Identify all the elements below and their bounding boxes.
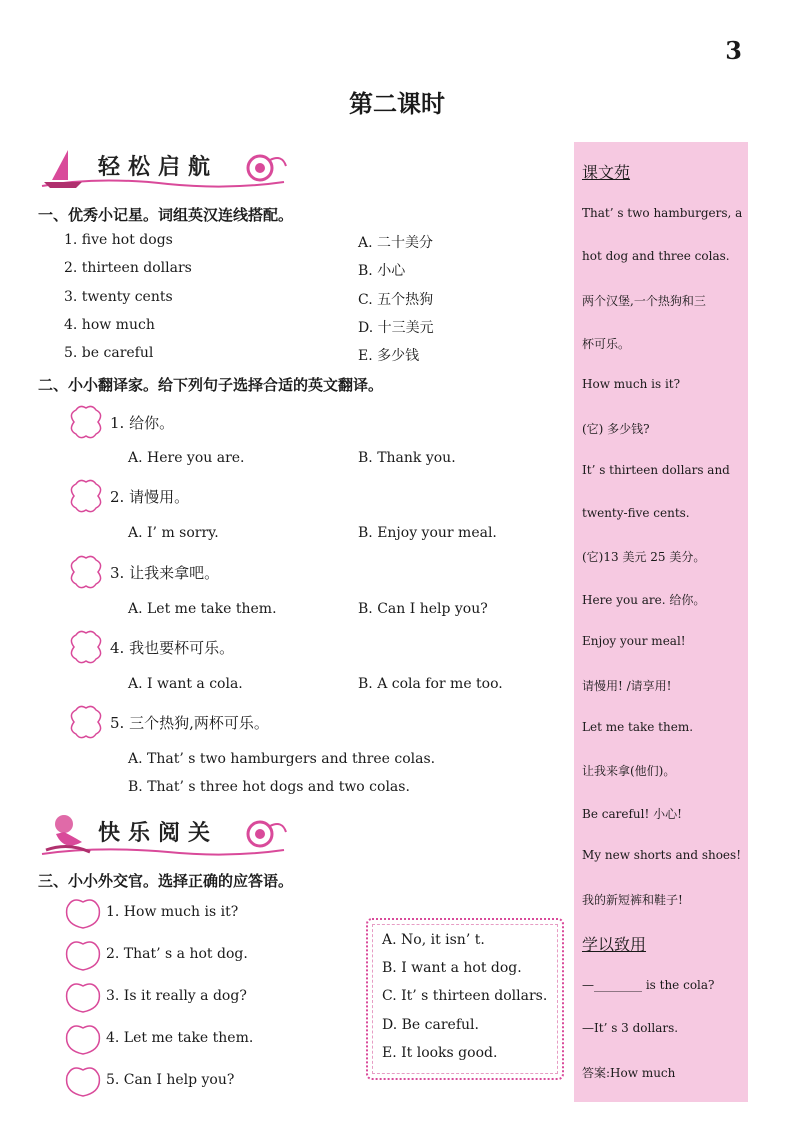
option-b: B. A cola for me too. (358, 676, 503, 692)
sidebar-line: Let me take them. (582, 720, 694, 734)
section2-heading: 二、小小翻译家。给下列句子选择合适的英文翻译。 (38, 376, 384, 394)
sidebar-line: (它)13 美元 25 美分。 (582, 550, 706, 564)
section3-heading: 三、小小外交官。选择正确的应答语。 (38, 872, 294, 890)
page-number: 3 (725, 36, 742, 65)
banner-text: 轻松启航 (98, 155, 219, 180)
sidebar-line: Be careful! 小心! (582, 807, 682, 821)
sidebar-line: Enjoy your meal! (582, 634, 686, 648)
question-text: 1. 给你。 (110, 414, 175, 432)
banner-easy-start (38, 146, 288, 192)
answer-option: E. It looks good. (382, 1045, 498, 1061)
answer-option: D. Be careful. (382, 1017, 479, 1033)
option-b: B. Can I help you? (358, 601, 488, 617)
flower-frame-icon (66, 404, 106, 440)
match-left-item: 5. be careful (64, 345, 154, 361)
answer-option: C. It’ s thirteen dollars. (382, 988, 548, 1004)
reply-question: 4. Let me take them. (106, 1030, 254, 1046)
sidebar-line: 杯可乐。 (582, 337, 631, 351)
flower-frame-icon (66, 629, 106, 665)
match-right-item: C. 五个热狗 (358, 292, 434, 308)
reply-question: 5. Can I help you? (106, 1072, 235, 1088)
flower-frame-icon (66, 554, 106, 590)
question-text: 3. 让我来拿吧。 (110, 564, 220, 582)
match-right-item: E. 多少钱 (358, 348, 420, 364)
match-left-item: 2. thirteen dollars (64, 260, 192, 276)
option-a: A. That’ s two hamburgers and three colas. (128, 751, 436, 767)
banner-text: 快乐阅关 (98, 821, 219, 846)
peach-frame-icon (64, 1022, 102, 1056)
sidebar-line: (它) 多少钱? (582, 422, 650, 436)
answer-options-box (366, 918, 564, 1080)
sidebar-line: My new shorts and shoes! (582, 848, 742, 862)
sidebar-line: Here you are. 给你。 (582, 593, 706, 607)
sidebar-line: 请慢用! /请享用! (582, 679, 672, 693)
option-b: B. Thank you. (358, 450, 456, 466)
question-text: 5. 三个热狗,两杯可乐。 (110, 714, 269, 732)
match-left-item: 4. how much (64, 317, 155, 333)
answer-option: A. No, it isn’ t. (382, 932, 485, 948)
option-a: A. I want a cola. (128, 676, 243, 692)
reply-question: 2. That’ s a hot dog. (106, 946, 248, 962)
question-text: 4. 我也要杯可乐。 (110, 639, 235, 657)
sidebar-line: 我的新短裤和鞋子! (582, 893, 683, 907)
page-title: 第二课时 (349, 90, 445, 118)
section1-heading: 一、优秀小记星。词组英汉连线搭配。 (38, 206, 294, 224)
sidebar-line: 两个汉堡,一个热狗和三 (582, 294, 706, 308)
option-a: A. I’ m sorry. (128, 525, 219, 541)
reply-question: 1. How much is it? (106, 904, 239, 920)
sidebar-exercise-question: —________ is the cola? (582, 978, 715, 992)
match-left-item: 3. twenty cents (64, 289, 173, 305)
match-right-item: A. 二十美分 (358, 235, 434, 251)
banner-happy-reading (38, 812, 288, 858)
sidebar-exercise-answer: —It’ s 3 dollars. (582, 1021, 679, 1035)
peach-frame-icon (64, 1064, 102, 1098)
sidebar-line: How much is it? (582, 377, 681, 391)
flower-frame-icon (66, 704, 106, 740)
flower-frame-icon (66, 478, 106, 514)
option-b: B. That’ s three hot dogs and two colas. (128, 779, 410, 795)
sidebar-answer-key: 答案:How much (582, 1066, 676, 1080)
sidebar-line: twenty-five cents. (582, 506, 690, 520)
option-a: A. Let me take them. (128, 601, 277, 617)
sidebar-heading-apply: 学以致用 (582, 935, 647, 954)
sidebar-line: hot dog and three colas. (582, 249, 730, 263)
question-text: 2. 请慢用。 (110, 488, 190, 506)
match-right-item: D. 十三美元 (358, 320, 434, 336)
sidebar-line: That’ s two hamburgers, a (582, 206, 743, 220)
option-a: A. Here you are. (128, 450, 245, 466)
peach-frame-icon (64, 980, 102, 1014)
sidebar-line: 让我来拿(他们)。 (582, 764, 676, 778)
answer-option: B. I want a hot dog. (382, 960, 522, 976)
sidebar-heading-text: 课文苑 (582, 163, 631, 182)
sidebar-line: It’ s thirteen dollars and (582, 463, 730, 477)
sidebar-panel (574, 142, 748, 1102)
match-left-item: 1. five hot dogs (64, 232, 173, 248)
peach-frame-icon (64, 938, 102, 972)
match-right-item: B. 小心 (358, 263, 406, 279)
peach-frame-icon (64, 896, 102, 930)
option-b: B. Enjoy your meal. (358, 525, 497, 541)
reply-question: 3. Is it really a dog? (106, 988, 247, 1004)
